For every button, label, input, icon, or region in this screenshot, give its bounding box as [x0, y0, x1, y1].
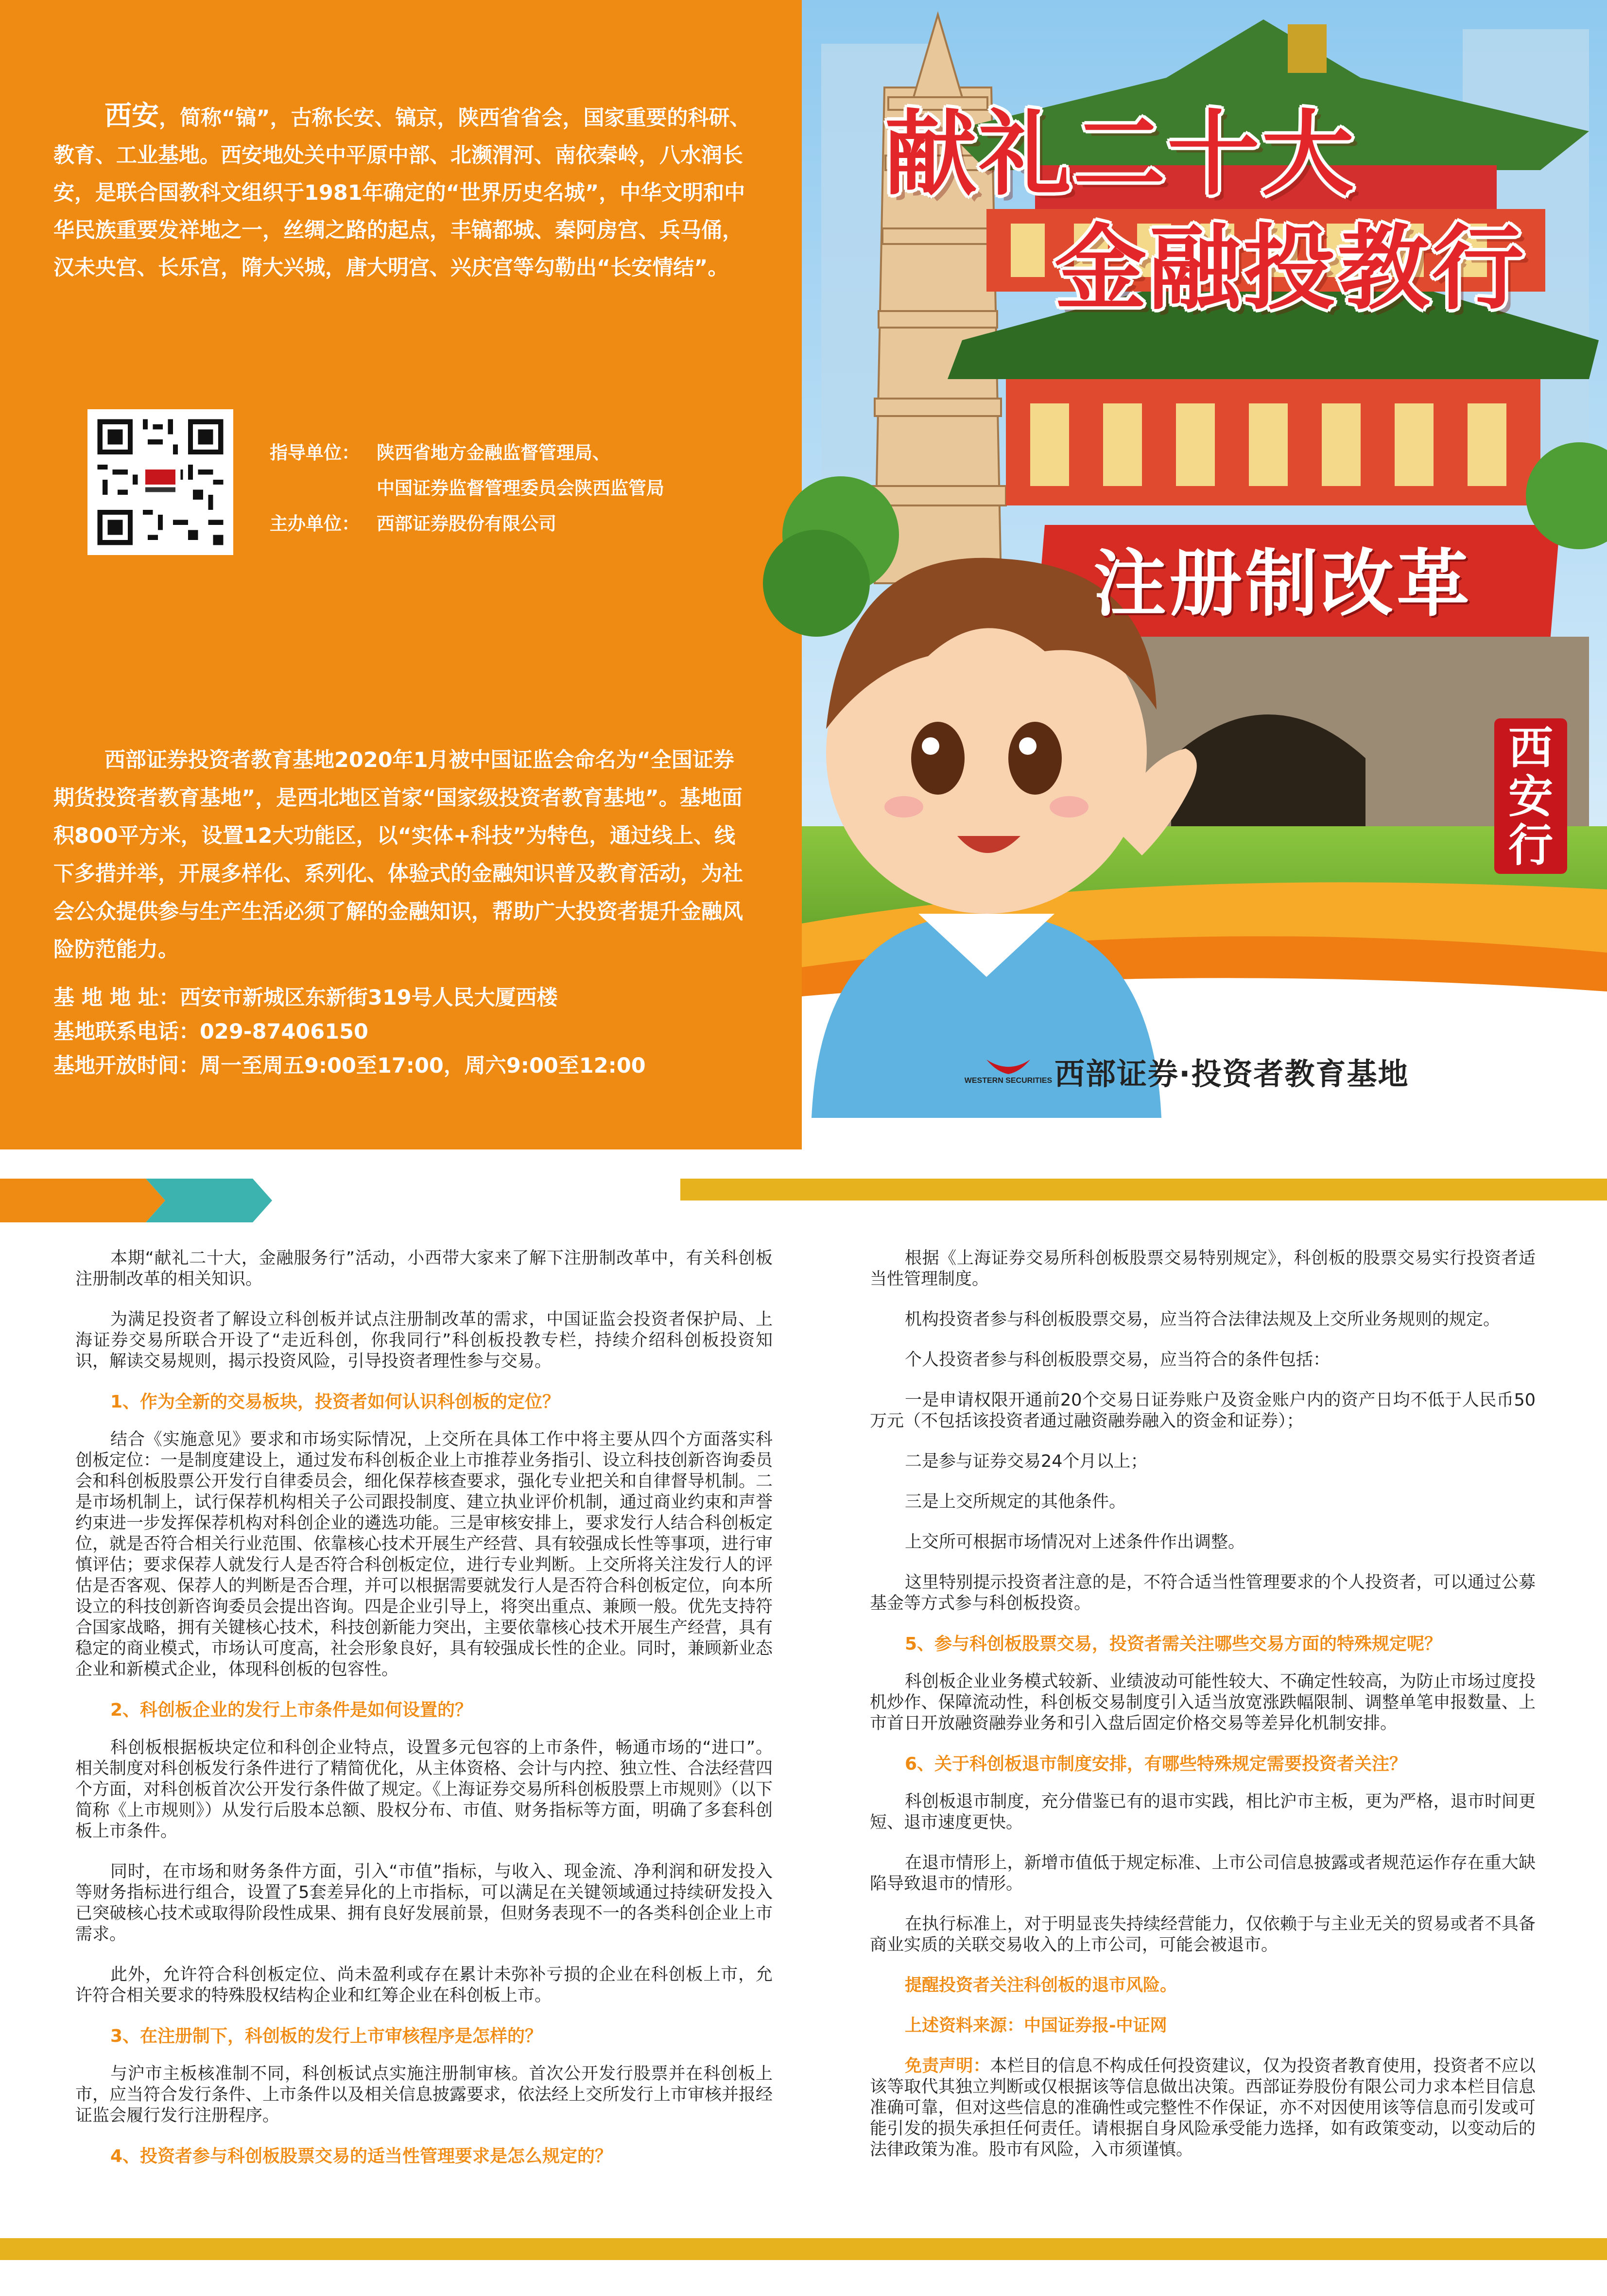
risk-reminder: 提醒投资者关注科创板的退市风险。 — [905, 1976, 1177, 1995]
answer-1-paragraph: 结合《实施意见》要求和市场实际情况，上交所在具体工作中将主要从四个方面落实科创板定位：一是制度建设上，通过发布科创板企业上市推荐业务指引、设立科技创新咨询委员会和科创板股票公开发行自律委员会，细化保荐核查要求，强化专业把关和自律督导机制。二是市场机制上，试行保荐机构相关子公司跟投制度、建立执业评价机制，通过商业约束和声誉约束进一步发挥保荐机构对科创企业的遴选功能。三是审核安排上，要求发行人结合科创板定位，就是否符合相关行业范围、依靠核心技术开展生产经营、具有较强成长性等事项，进行审慎评估；要求保荐人就发行人是否符合科创板定位，进行专业判断。上交所将关注发行人的评估是否客观、保荐人的判断是否合理，并可以根据需要就发行人是否符合科创板定位，向本所设立的科技创新咨询委员会提出咨询。四是企业引导上，将突出重点、兼顾一般。优先支持符合国家战略，拥有关键核心技术，科技创新能力突出，主要依靠核心技术开展生产经营，具有稳定的商业模式，市场认可度高，社会形象良好，具有较强成长性的企业。同时，兼顾新业态企业和新模式企业，体现科创板的包容性。 — [75, 1430, 773, 1679]
brand-footer — [964, 1050, 1409, 1093]
host-unit-org: 西部证券股份有限公司 — [377, 513, 556, 534]
question-6-heading: 6、关于科创板退市制度安排，有哪些特殊规定需要投资者关注？ — [905, 1754, 1407, 1774]
question-2-heading: 2、科创板企业的发行上市条件是如何设置的？ — [110, 1700, 473, 1720]
base-hours: 基地开放时间：周一至周五9:00至17:00，周六9:00至12:00 — [53, 1054, 646, 1078]
base-phone: 基地联系电话：029-87406150 — [53, 1020, 368, 1044]
xian-stamp: 西安行 — [1494, 718, 1567, 874]
front-cover-panel — [802, 0, 1607, 1149]
xian-lead: 西安 — [104, 100, 159, 132]
disclaimer — [870, 2056, 1536, 2160]
inner-page — [0, 1149, 1607, 2296]
intro-paragraph: 本期“献礼二十大，金融服务行”活动，小西带大家来了解下注册制改革中，有关科创板注册制改革的相关知识。 — [75, 1249, 773, 1289]
answer-6-paragraph-3: 在执行标准上，对于明显丧失持续经营能力，仅依赖于与主业无关的贸易或者不具备商业实质的关联交易收入的上市公司，可能会被退市。 — [870, 1914, 1536, 1955]
background-paragraph: 为满足投资者了解设立科创板并试点注册制改革的需求，中国证监会投资者保护局、上海证券交易所联合开设了“走近科创，你我同行”科创板投教专栏，持续介绍科创板投资知识，解读交易规则，揭示投资风险，引导投资者理性参与交易。 — [75, 1310, 773, 1371]
question-3-heading: 3、在注册制下，科创板的发行上市审核程序是怎样的？ — [110, 2026, 543, 2046]
answer-5-paragraph: 科创板企业业务模式较新、业绩波动可能性较大、不确定性较高，为防止市场过度投机炒作、保障流动性，科创板交易制度引入适当放宽涨跌幅限制、调整单笔申报数量、上市首日开放融资融券业务和引入盘后固定价格交易等差异化机制安排。 — [870, 1672, 1536, 1733]
cover-subtitle: 注册制改革 — [1093, 542, 1473, 626]
guide-unit-row — [270, 435, 664, 470]
contact-info — [53, 981, 753, 1083]
guide-unit-org-2: 中国证券监督管理委员会陕西监管局 — [377, 478, 664, 499]
qr-code-graphic — [87, 409, 233, 555]
organizers — [270, 435, 664, 541]
base-intro: 西部证券投资者教育基地2020年1月被中国证监会命名为“全国证券期货投资者教育基地”，是西北地区首家“国家级投资者教育基地”。基地面积800平方米，设置12大功能区，以“实体+科技”为特色，通过线上、线下多措并举，开展多样化、系列化、体验式的金融知识普及教育活动，为社会公众提供参与生产生活必须了解的金融知识，帮助广大投资者提升金融风险防范能力。 — [53, 748, 743, 962]
host-unit-row — [270, 506, 664, 541]
logo-text: WESTERN SECURITIES — [964, 1076, 1053, 1085]
article-right-column — [870, 1248, 1536, 2180]
condition-3: 三是上交所规定的其他条件。 — [905, 1492, 1126, 1512]
condition-2: 二是参与证券交易24个月以上； — [905, 1452, 1148, 1471]
question-1-heading: 1、作为全新的交易板块，投资者如何认识科创板的定位？ — [110, 1392, 560, 1412]
top-yellow-bar — [680, 1179, 1607, 1200]
question-5-heading: 5、参与科创板股票交易，投资者需关注哪些交易方面的特殊规定呢？ — [905, 1634, 1442, 1654]
answer-6-paragraph-1: 科创板退市制度，充分借鉴已有的退市实践，相比沪市主板，更为严格，退市时间更短、退市速度更快。 — [870, 1792, 1536, 1832]
cover-title-line-2: 金融投教行 — [1054, 215, 1526, 322]
host-unit-label: 主办单位： — [270, 513, 360, 534]
special-notice: 这里特别提示投资者注意的是，不符合适当性管理要求的个人投资者，可以通过公募基金等方式参与科创板投资。 — [870, 1573, 1536, 1613]
bottom-yellow-bar — [0, 2238, 1607, 2260]
condition-1: 一是申请权限开通前20个交易日证券账户及资金账户内的资产日均不低于人民币50万元（不包括该投资者通过融资融券融入的资金和证券）； — [870, 1391, 1536, 1431]
answer-4-paragraph-3: 个人投资者参与科创板股票交易，应当符合的条件包括： — [905, 1350, 1331, 1370]
disclaimer-label: 免责声明： — [905, 2056, 990, 2076]
disclaimer-text: 本栏目的信息不构成任何投资建议，仅为投资者教育使用，投资者不应以该等取代其独立判断或仅根据该等信息做出决策。西部证券股份有限公司力求本栏目信息准确可靠，但对这些信息的准确性或完整性不作保证，亦不对因使用该等信息而引发或可能引发的损失承担任何责任。请根据自身风险承受能力选择，如有政策变动，以变动后的法律政策为准。股市有风险，入市须谨慎。 — [870, 2056, 1536, 2159]
article-left-column — [75, 1248, 773, 2184]
xian-intro — [53, 97, 753, 287]
answer-2-paragraph-3: 此外，允许符合科创板定位、尚未盈利或存在累计未弥补亏损的企业在科创板上市，允许符合相关要求的特殊股权结构企业和红筹企业在科创板上市。 — [75, 1965, 773, 2005]
answer-4-paragraph-1: 根据《上海证券交易所科创板股票交易特别规定》，科创板的股票交易实行投资者适当性管理制度。 — [870, 1249, 1536, 1289]
base-address: 基 地 地 址：西安市新城区东新街319号人民大厦西楼 — [53, 986, 558, 1010]
western-securities-logo-icon — [964, 1055, 1053, 1089]
guide-unit-label: 指导单位： — [270, 442, 360, 463]
guide-unit-org-1: 陕西省地方金融监督管理局、 — [377, 442, 610, 463]
question-4-heading: 4、投资者参与科创板股票交易的适当性管理要求是怎么规定的？ — [110, 2146, 613, 2166]
cover-title-line-1: 献礼二十大 — [884, 101, 1356, 208]
brand-name: 西部证券·投资者教育基地 — [1054, 1056, 1409, 1092]
orange-arrow-icon — [0, 1179, 165, 1222]
condition-adjust: 上交所可根据市场情况对上述条件作出调整。 — [905, 1532, 1245, 1552]
answer-6-paragraph-2: 在退市情形上，新增市值低于规定标准、上市公司信息披露或者规范运作存在重大缺陷导致退市的情形。 — [870, 1853, 1536, 1894]
back-cover-panel — [0, 0, 802, 1149]
qr-code — [87, 409, 233, 555]
source-note: 上述资料来源：中国证券报-中证网 — [905, 2016, 1167, 2035]
answer-2-paragraph-2: 同时，在市场和财务条件方面，引入“市值”指标，与收入、现金流、净利润和研发投入等财务指标进行组合，设置了5套差异化的上市指标，可以满足在关键领域通过持续研发投入已突破核心技术或取得阶段性成果、拥有良好发展前景，但财务表现不一的各类科创企业上市需求。 — [75, 1862, 773, 1944]
answer-4-paragraph-2: 机构投资者参与科创板股票交易，应当符合法律法规及上交所业务规则的规定。 — [905, 1310, 1501, 1329]
guide-unit-row-2 — [270, 470, 664, 506]
answer-3-paragraph: 与沪市主板核准制不同，科创板试点实施注册制审核。首次公开发行股票并在科创板上市，应当符合发行条件、上市条件以及相关信息披露要求，依法经上交所发行上市审核并报经证监会履行发行注册程序。 — [75, 2064, 773, 2125]
xian-intro-text: ，简称“镐”，古称长安、镐京，陕西省省会，国家重要的科研、教育、工业基地。西安地处关中平原中部、北濒渭河、南依秦岭，八水润长安，是联合国教科文组织于1981年确定的“世界历史名城”，中华文明和中华民族重要发祥地之一，丝绸之路的起点，丰镐都城、秦阿房宫、兵马俑，汉未央宫、长乐宫，隋大兴城，唐大明宫、兴庆宫等勾勒出“长安情结”。 — [53, 106, 751, 280]
answer-2-paragraph-1: 科创板根据板块定位和科创企业特点，设置多元包容的上市条件，畅通市场的“进口”。相关制度对科创板发行条件进行了精简优化，从主体资格、会计与内控、独立性、合法经营四个方面，对科创板首次公开发行条件做了规定。《上海证券交易所科创板股票上市规则》（以下简称《上市规则》）从发行后股本总额、股权分布、市值、财务指标等方面，明确了多套科创板上市条件。 — [75, 1738, 773, 1841]
